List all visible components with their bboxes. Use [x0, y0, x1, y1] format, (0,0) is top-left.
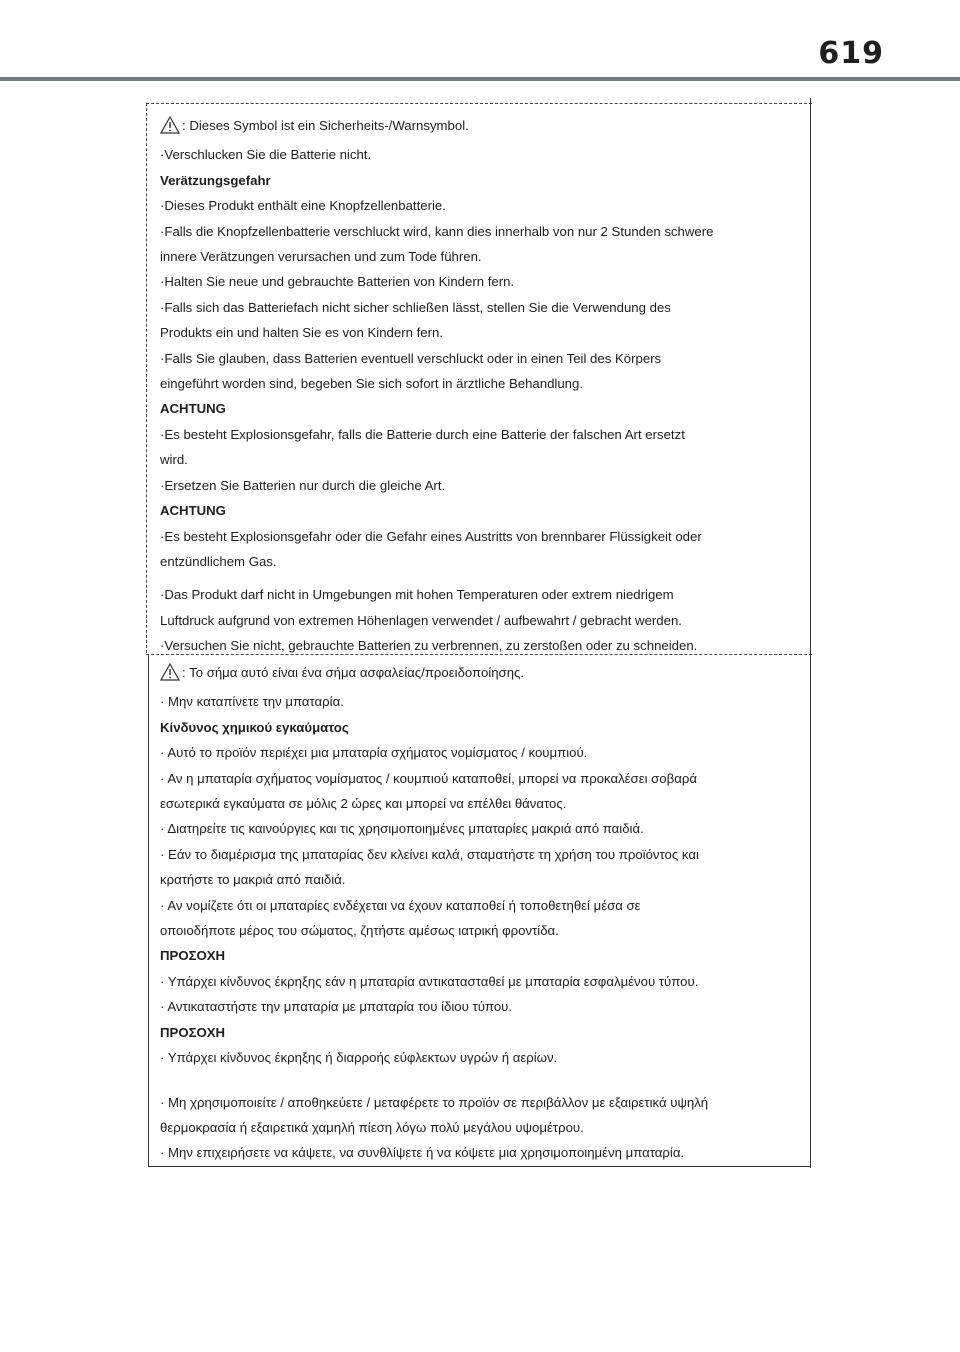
section-heading: ΠΡΟΣΟΧΗ [160, 948, 226, 964]
text-line: wird. [160, 452, 188, 468]
greek-lines [160, 689, 790, 1070]
text-line: · Αν η μπαταρία σχήματος νομίσματος / κουμπιού καταποθεί, μπορεί να προκαλέσει σοβαρά [160, 770, 697, 786]
section-heading: ACHTUNG [160, 401, 226, 417]
german-gap [160, 574, 790, 582]
german-lines [160, 142, 790, 574]
text-line: εσωτερικά εγκαύματα σε μόλις 2 ώρες και μπορεί να επέλθει θάνατος. [160, 796, 567, 812]
text-line: · Μην καταπίνετε την μπαταρία. [160, 694, 344, 710]
section-heading: Verätzungsgefahr [160, 172, 271, 188]
warning-triangle-icon [160, 116, 180, 142]
text-line: · Αυτό το προϊόν περιέχει μια μπαταρία σχήματος νομίσματος / κουμπιού. [160, 745, 588, 761]
text-line: ·Ersetzen Sie Batterien nur durch die gleiche Art. [160, 477, 446, 493]
text-line: Luftdruck aufgrund von extremen Höhenlagen verwendet / aufbewahrt / gebracht werden. [160, 612, 682, 628]
warning-triangle-icon [160, 663, 180, 689]
text-line: ·Verschlucken Sie die Batterie nicht. [160, 147, 372, 163]
text-line: ·Falls sich das Batteriefach nicht sicher schließen lässt, stellen Sie die Verwendung des [160, 299, 671, 315]
text-line: · Διατηρείτε τις καινούργιες και τις χρησιμοποιημένες μπαταρίες μακριά από παιδιά. [160, 821, 644, 837]
section-heading: Κίνδυνος χημικού εγκαύματος [160, 719, 349, 735]
text-line: οποιοδήποτε μέρος του σώματος, ζητήστε αμέσως ιατρική φροντίδα. [160, 923, 559, 939]
german-lines-after [160, 582, 790, 658]
text-line: · Υπάρχει κίνδυνος έκρηξης εάν η μπαταρία αντικατασταθεί με μπαταρία εσφαλμένου τύπου. [160, 973, 699, 989]
text-line: · Μη χρησιμοποιείτε / αποθηκεύετε / μεταφέρετε το προϊόν σε περιβάλλον με εξαιρετικά υψηλή [160, 1094, 709, 1110]
text-line: · Εάν το διαμέρισμα της μπαταρίας δεν κλείνει καλά, σταματήστε τη χρήση του προϊόντος και [160, 846, 699, 862]
frame-top-line [146, 103, 812, 104]
greek-symbol-line [160, 660, 790, 689]
text-line: Produkts ein und halten Sie es von Kindern fern. [160, 325, 443, 341]
frame-left-line-top [146, 103, 147, 653]
text-line: ·Das Produkt darf nicht in Umgebungen mit hohen Temperaturen oder extrem niedrigem [160, 587, 674, 603]
text-line: ·Falls die Knopfzellenbatterie verschluckt wird, kann dies innerhalb von nur 2 Stunden schwere [160, 223, 714, 239]
text-line: κρατήστε το μακριά από παιδιά. [160, 872, 346, 888]
text-line: · Μην επιχειρήσετε να κάψετε, να συνθλίψετε ή να κόψετε μια χρησιμοποιημένη μπαταρία. [160, 1145, 685, 1161]
text-line: ·Es besteht Explosionsgefahr, falls die Batterie durch eine Batterie der falschen Art ersetzt [160, 426, 685, 442]
text-line: entzündlichem Gas. [160, 553, 277, 569]
text-line: eingeführt worden sind, begeben Sie sich sofort in ärztliche Behandlung. [160, 376, 584, 392]
german-symbol-note: : Dieses Symbol ist ein Sicherheits-/Warnsymbol. [182, 118, 469, 133]
german-symbol-line [160, 113, 790, 142]
text-line: ·Dieses Produkt enthält eine Knopfzellenbatterie. [160, 198, 446, 214]
greek-symbol-note: : Το σήμα αυτό είναι ένα σήμα ασφαλείας/προειδοποίησης. [182, 665, 525, 680]
section-heading: ACHTUNG [160, 503, 226, 519]
text-line: · Αν νομίζετε ότι οι μπαταρίες ενδέχεται να έχουν καταποθεί ή τοποθετηθεί μέσα σε [160, 897, 641, 913]
greek-gap [160, 1071, 790, 1090]
text-line: θερμοκρασία ή εξαιρετικά χαμηλή πίεση λόγω πολύ μεγάλου υψομέτρου. [160, 1119, 584, 1135]
greek-lines-after [160, 1090, 790, 1166]
frame-right-line [810, 98, 811, 1168]
frame-bottom-line [148, 1166, 810, 1167]
text-line: · Αντικαταστήστε την μπαταρία με μπαταρία του ίδιου τύπου. [160, 999, 513, 1015]
german-warning-block [160, 113, 790, 659]
page-number: 619 [818, 36, 884, 71]
text-line: ·Es besteht Explosionsgefahr oder die Gefahr eines Austritts von brennbarer Flüssigkeit oder [160, 528, 702, 544]
text-line: ·Halten Sie neue und gebrauchte Batterien von Kindern fern. [160, 274, 515, 290]
text-line: ·Falls Sie glauben, dass Batterien eventuell verschluckt oder in einen Teil des Körpers [160, 350, 662, 366]
text-line: ·Versuchen Sie nicht, gebrauchte Batterien zu verbrennen, zu zerstoßen oder zu schneiden. [160, 638, 698, 654]
greek-warning-block [160, 660, 790, 1166]
text-line: innere Verätzungen verursachen und zum Tode führen. [160, 249, 482, 265]
text-line: · Υπάρχει κίνδυνος έκρηξης ή διαρροής εύφλεκτων υγρών ή αερίων. [160, 1050, 558, 1066]
section-heading: ΠΡΟΣΟΧΗ [160, 1024, 226, 1040]
frame-left-line-bottom [148, 655, 149, 1166]
header-rule [0, 77, 960, 81]
